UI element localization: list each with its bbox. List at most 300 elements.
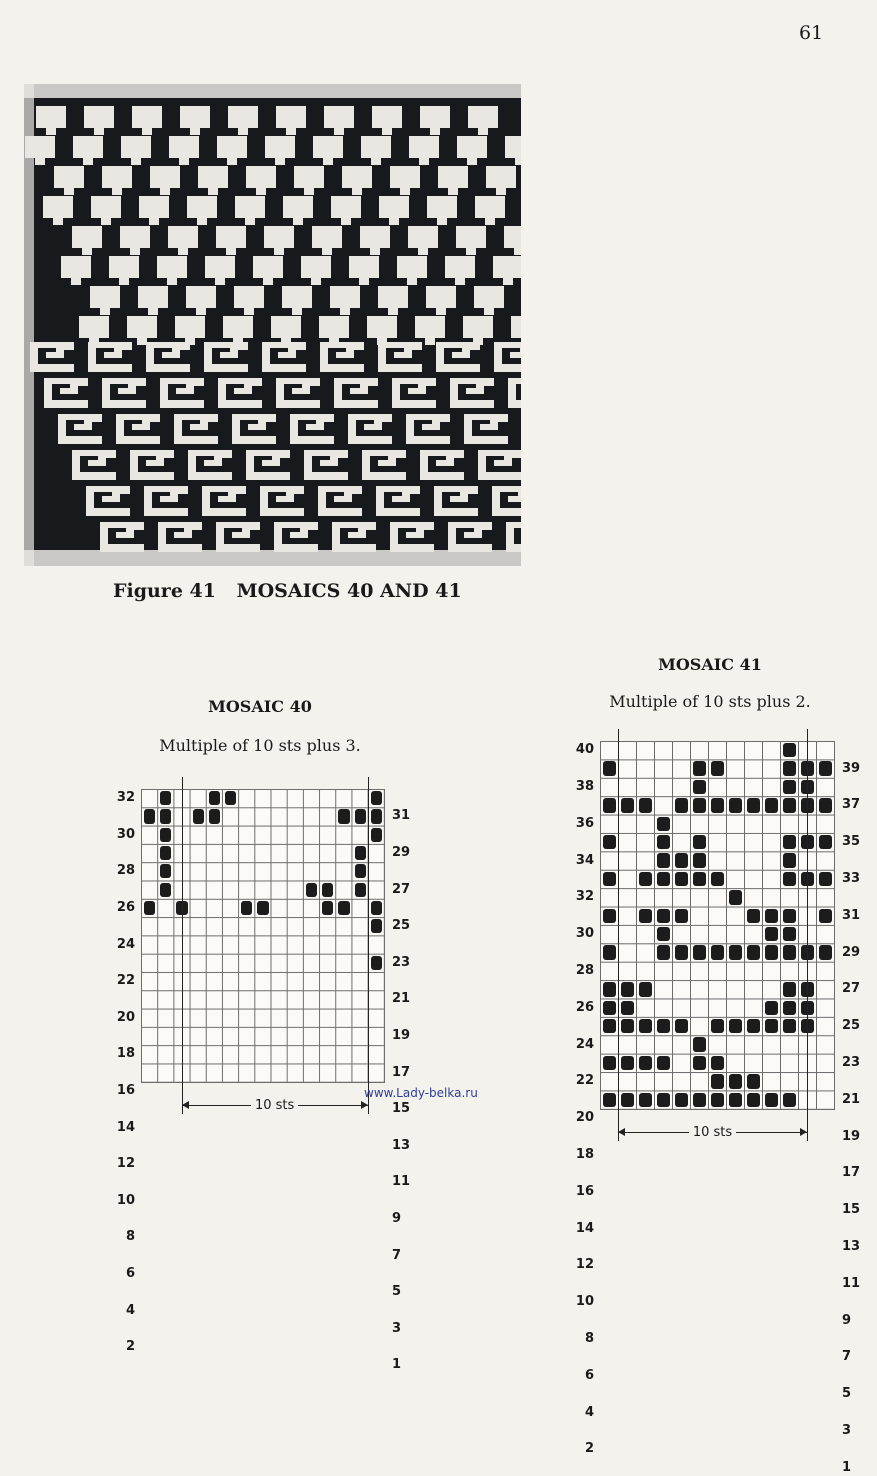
- mosaic41-filled-cell: [747, 1074, 760, 1088]
- mosaic41-filled-cell: [639, 798, 652, 812]
- mosaic41-filled-cell: [603, 982, 616, 996]
- knit-motif: [88, 342, 132, 372]
- mosaic40-filled-cell: [209, 791, 220, 805]
- mosaic41-filled-cell: [693, 1093, 706, 1107]
- mosaic40-row-number: 32: [116, 790, 135, 806]
- mosaic40-row-number: 12: [116, 1156, 135, 1172]
- mosaic41-filled-cell: [783, 982, 796, 996]
- mosaic40-filled-cell: [160, 864, 171, 878]
- knit-motif: [271, 316, 301, 338]
- knit-motif: [341, 218, 351, 225]
- mosaic41-filled-cell: [747, 1093, 760, 1107]
- knit-motif: [178, 248, 188, 255]
- knit-motif: [493, 256, 521, 278]
- knit-motif: [276, 378, 320, 408]
- knit-motif: [169, 136, 199, 158]
- mosaic40-row-number: 17: [392, 1064, 411, 1080]
- knit-motif: [332, 522, 376, 552]
- mosaic40-filled-cell: [209, 809, 220, 823]
- knit-motif: [180, 106, 210, 128]
- mosaic40-row-number: 20: [116, 1009, 135, 1025]
- knit-motif: [146, 342, 190, 372]
- mosaic41-filled-cell: [621, 982, 634, 996]
- mosaic41-row-number: 13: [842, 1239, 861, 1254]
- knit-motif: [379, 196, 409, 218]
- mosaic41-filled-cell: [693, 798, 706, 812]
- mosaic41-filled-cell: [657, 853, 670, 867]
- mosaic40-filled-cell: [160, 846, 171, 860]
- mosaic41-filled-cell: [747, 945, 760, 959]
- figure-caption: [113, 580, 462, 602]
- knit-motif: [419, 158, 429, 165]
- mosaic41-row-number: 34: [575, 852, 594, 868]
- watermark: www.Lady-belka.ru: [364, 1086, 478, 1100]
- mosaic41-filled-cell: [747, 909, 760, 923]
- knit-motif: [208, 188, 218, 195]
- mosaic41-row-number: 29: [842, 944, 861, 960]
- knit-motif: [334, 128, 344, 135]
- knit-motif: [408, 226, 438, 248]
- mosaic41-filled-cell: [675, 872, 688, 886]
- knit-motif: [102, 166, 132, 188]
- mosaic41-filled-cell: [765, 798, 778, 812]
- knit-motif: [322, 248, 332, 255]
- knit-motif: [218, 378, 262, 408]
- mosaic41-row-number: 14: [575, 1220, 594, 1236]
- mosaic40-filled-cell: [160, 791, 171, 805]
- knit-motif: [73, 136, 103, 158]
- knit-motif: [179, 158, 189, 165]
- knit-motif: [202, 486, 246, 516]
- mosaic41-filled-cell: [711, 945, 724, 959]
- knit-motif: [144, 486, 188, 516]
- knit-motif: [505, 136, 521, 158]
- knit-motif: [43, 196, 73, 218]
- knit-motif: [455, 278, 465, 285]
- mosaic41-filled-cell: [729, 945, 742, 959]
- mosaic41-filled-cell: [819, 945, 832, 959]
- knit-motif: [256, 188, 266, 195]
- mosaic41-row-number: 20: [575, 1110, 594, 1126]
- mosaic41-filled-cell: [765, 927, 778, 941]
- mosaic41-row-number: 32: [575, 889, 594, 905]
- mosaic41-filled-cell: [603, 945, 616, 959]
- knit-motif: [420, 106, 450, 128]
- knit-motif: [174, 414, 218, 444]
- mosaic41-filled-cell: [621, 1093, 634, 1107]
- mosaic41-row-number: 24: [575, 1036, 594, 1052]
- mosaic41-filled-cell: [639, 1056, 652, 1070]
- knit-motif: [293, 218, 303, 225]
- knit-motif: [436, 308, 446, 315]
- knit-motif: [119, 278, 129, 285]
- knit-motif: [427, 196, 457, 218]
- mosaic40-filled-cell: [355, 864, 366, 878]
- knit-motif: [246, 450, 290, 480]
- mosaic40-row-number: 27: [392, 881, 411, 897]
- knit-motif: [514, 248, 521, 255]
- mosaic41-filled-cell: [729, 1019, 742, 1033]
- mosaic41-filled-cell: [657, 872, 670, 886]
- knit-motif: [464, 414, 508, 444]
- mosaic40-row-number: 30: [116, 826, 135, 842]
- knit-motif: [390, 166, 420, 188]
- knit-motif: [475, 196, 505, 218]
- mosaic41-filled-cell: [819, 835, 832, 849]
- knit-motif: [372, 106, 402, 128]
- mosaic40-row-number: 23: [392, 954, 411, 970]
- mosaic41-row-number: 26: [575, 999, 594, 1015]
- knit-motif: [64, 188, 74, 195]
- knit-motif: [160, 188, 170, 195]
- knit-motif: [400, 188, 410, 195]
- knit-motif: [478, 128, 488, 135]
- knit-motif: [263, 278, 273, 285]
- mosaic41-row-number: 31: [842, 907, 861, 923]
- mosaic41-filled-cell: [657, 817, 670, 831]
- knit-motif: [334, 378, 378, 408]
- knit-motif: [262, 342, 306, 372]
- mosaic41-row-number: 30: [575, 926, 594, 942]
- mosaic41-filled-cell: [675, 798, 688, 812]
- mosaic41-row-number: 40: [575, 742, 594, 758]
- mosaic40-filled-cell: [144, 809, 155, 823]
- knit-motif: [360, 226, 390, 248]
- knit-motif: [318, 486, 362, 516]
- knit-motif: [348, 414, 392, 444]
- knit-motif: [406, 414, 450, 444]
- mosaic41-row-number: 12: [575, 1257, 594, 1273]
- knit-motif: [54, 166, 84, 188]
- mosaic41-filled-cell: [621, 1001, 634, 1015]
- mosaic40-row-number: 14: [116, 1119, 135, 1135]
- mosaic41-filled-cell: [675, 853, 688, 867]
- mosaic41-filled-cell: [783, 743, 796, 757]
- mosaic41-filled-cell: [765, 1001, 778, 1015]
- knit-motif: [142, 128, 152, 135]
- mosaic41-filled-cell: [729, 1074, 742, 1088]
- knit-motif: [468, 106, 498, 128]
- mosaic41-filled-cell: [765, 1019, 778, 1033]
- knit-motif: [127, 316, 157, 338]
- knit-motif: [362, 450, 406, 480]
- knit-motif: [72, 226, 102, 248]
- mosaic41-filled-cell: [693, 853, 706, 867]
- mosaic41-filled-cell: [693, 1037, 706, 1051]
- mosaic41-row-number: 8: [584, 1331, 594, 1346]
- knit-motif: [438, 166, 468, 188]
- mosaic40-filled-cell: [371, 791, 382, 805]
- knit-motif: [58, 414, 102, 444]
- page-number: 61: [799, 22, 824, 44]
- figure-title: MOSAICS 40 AND 41: [236, 580, 462, 602]
- knit-motif: [265, 136, 295, 158]
- knit-motif: [434, 486, 478, 516]
- knit-motif: [101, 218, 111, 225]
- mosaic41-filled-cell: [639, 1019, 652, 1033]
- knit-motif: [91, 196, 121, 218]
- knit-motif: [109, 256, 139, 278]
- knit-motif: [83, 158, 93, 165]
- mosaic40-row-number: 21: [392, 991, 411, 1007]
- knit-motif: [46, 128, 56, 135]
- mosaic40-row-number: 3: [392, 1320, 402, 1336]
- knit-motif: [216, 522, 260, 552]
- knit-motif: [286, 128, 296, 135]
- knit-motif: [139, 196, 169, 218]
- knit-motif: [436, 342, 480, 372]
- knit-motif: [112, 188, 122, 195]
- knit-motif: [320, 342, 364, 372]
- knit-motif: [371, 158, 381, 165]
- knit-motif: [304, 188, 314, 195]
- mosaic41-filled-cell: [639, 909, 652, 923]
- mosaic40-row-number: 31: [392, 808, 411, 824]
- knit-motif: [486, 166, 516, 188]
- mosaic40-filled-cell: [371, 919, 382, 933]
- mosaic41-filled-cell: [675, 1019, 688, 1033]
- knit-motif: [188, 450, 232, 480]
- knit-motif: [71, 278, 81, 285]
- mosaic41-filled-cell: [603, 1093, 616, 1107]
- knit-motif: [137, 338, 147, 345]
- knit-motif: [456, 226, 486, 248]
- mosaic40-filled-cell: [160, 809, 171, 823]
- mosaic40-row-number: 24: [116, 936, 135, 952]
- knit-motif: [311, 278, 321, 285]
- mosaic40-row-number: 13: [392, 1137, 411, 1153]
- knit-motif: [196, 308, 206, 315]
- mosaic40-filled-cell: [355, 883, 366, 897]
- mosaic41-filled-cell: [783, 853, 796, 867]
- mosaic40-row-number: 9: [392, 1211, 402, 1227]
- mosaic40-row-number: 16: [116, 1082, 135, 1098]
- mosaic40-row-number: 19: [392, 1028, 411, 1044]
- knit-motif: [160, 378, 204, 408]
- knit-motif: [25, 136, 55, 158]
- mosaic41-row-number: 4: [584, 1404, 594, 1420]
- mosaic41-filled-cell: [639, 982, 652, 996]
- mosaic40-row-number: 15: [392, 1101, 411, 1117]
- knit-motif: [234, 286, 264, 308]
- knit-motif: [392, 378, 436, 408]
- mosaic40-filled-cell: [306, 883, 317, 897]
- knit-motif: [367, 316, 397, 338]
- knit-motif: [84, 106, 114, 128]
- mosaic41-filled-cell: [603, 798, 616, 812]
- knit-motif: [448, 188, 458, 195]
- knit-motif: [324, 106, 354, 128]
- mosaic40-row-number: 2: [125, 1339, 135, 1355]
- knit-motif: [330, 286, 360, 308]
- mosaic41-row-number: 18: [575, 1147, 594, 1162]
- knit-motif: [312, 226, 342, 248]
- knit-motif: [484, 308, 494, 315]
- mosaic41-filled-cell: [783, 1001, 796, 1015]
- mosaic41-filled-cell: [693, 872, 706, 886]
- knit-motif: [437, 218, 447, 225]
- mosaic41-filled-cell: [675, 909, 688, 923]
- knit-motif: [187, 196, 217, 218]
- knit-motif: [457, 136, 487, 158]
- mosaic41-filled-cell: [711, 1093, 724, 1107]
- knit-motif: [389, 218, 399, 225]
- mosaic40-grid: [141, 789, 385, 1083]
- knit-motif: [36, 106, 66, 128]
- mosaic40-filled-cell: [144, 901, 155, 915]
- mosaic40-repeat-text: 10 sts: [254, 1097, 295, 1113]
- knit-motif: [294, 166, 324, 188]
- knit-motif: [319, 316, 349, 338]
- mosaic40-filled-cell: [338, 901, 349, 915]
- knit-motif: [276, 106, 306, 128]
- knit-motif: [397, 256, 427, 278]
- mosaic40-row-number: 8: [125, 1229, 135, 1245]
- mosaic41-filled-cell: [711, 1056, 724, 1070]
- knit-motif: [292, 308, 302, 315]
- mosaic41-row-number: 1: [842, 1459, 852, 1475]
- knit-motif: [485, 218, 495, 225]
- mosaic40-filled-cell: [241, 901, 252, 915]
- mosaic41-row-number: 6: [584, 1367, 594, 1383]
- mosaic41-filled-cell: [603, 1001, 616, 1015]
- knit-motif: [340, 308, 350, 315]
- knit-motif: [376, 486, 420, 516]
- knit-motif: [503, 278, 513, 285]
- mosaic40-filled-cell: [371, 828, 382, 842]
- mosaic41-row-number: 35: [842, 834, 861, 850]
- mosaic41-filled-cell: [657, 909, 670, 923]
- mosaic41-row-number: 7: [842, 1349, 852, 1365]
- mosaic41-row-number: 5: [842, 1386, 852, 1402]
- mosaic41-filled-cell: [747, 1019, 760, 1033]
- mosaic41-filled-cell: [639, 872, 652, 886]
- mosaic41-filled-cell: [675, 945, 688, 959]
- knit-motif: [100, 522, 144, 552]
- mosaic41-filled-cell: [729, 798, 742, 812]
- knit-motif: [430, 128, 440, 135]
- mosaic41-filled-cell: [765, 1093, 778, 1107]
- knit-motif: [282, 286, 312, 308]
- knit-motif: [100, 308, 110, 315]
- mosaic41-row-number: 33: [842, 871, 861, 886]
- mosaic41-filled-cell: [657, 835, 670, 849]
- mosaic40-repeat-boundary: [368, 777, 369, 1114]
- mosaic41-filled-cell: [693, 780, 706, 794]
- knit-motif: [274, 522, 318, 552]
- knit-motif: [205, 256, 235, 278]
- knit-motif: [378, 342, 422, 372]
- mosaic40-filled-cell: [257, 901, 268, 915]
- mosaic40-filled-cell: [322, 883, 333, 897]
- mosaic41-filled-cell: [819, 761, 832, 775]
- knit-motif: [198, 166, 228, 188]
- mosaic41-row-number: 3: [842, 1423, 852, 1438]
- knit-motif: [217, 136, 247, 158]
- knit-motif: [148, 308, 158, 315]
- knit-motif: [53, 218, 63, 225]
- knit-motif: [506, 522, 521, 552]
- knit-motif: [158, 522, 202, 552]
- mosaic40-filled-cell: [193, 809, 204, 823]
- mosaic41-filled-cell: [711, 798, 724, 812]
- knit-motif: [301, 256, 331, 278]
- mosaic40-row-number: 1: [392, 1357, 402, 1373]
- knit-motif: [157, 256, 187, 278]
- mosaic41-filled-cell: [657, 1019, 670, 1033]
- knit-motif: [86, 486, 130, 516]
- knit-motif: [448, 522, 492, 552]
- mosaic41-row-number: 37: [842, 797, 861, 813]
- mosaic41-filled-cell: [819, 798, 832, 812]
- knit-motif: [467, 158, 477, 165]
- mosaic41-filled-cell: [657, 1056, 670, 1070]
- knit-motif: [168, 226, 198, 248]
- mosaic40-row-number: 18: [116, 1046, 135, 1062]
- knit-motif: [130, 248, 140, 255]
- mosaic41-filled-cell: [765, 909, 778, 923]
- knit-motif: [323, 158, 333, 165]
- mosaic41-row-number: 22: [575, 1073, 594, 1089]
- mosaic41-filled-cell: [657, 927, 670, 941]
- mosaic41-filled-cell: [783, 1019, 796, 1033]
- mosaic41-filled-cell: [603, 909, 616, 923]
- mosaic41-filled-cell: [711, 872, 724, 886]
- knit-motif: [370, 248, 380, 255]
- knit-motif: [226, 248, 236, 255]
- knit-motif: [260, 486, 304, 516]
- knit-motif: [120, 226, 150, 248]
- mosaic40-filled-cell: [371, 956, 382, 970]
- mosaic41-filled-cell: [657, 1093, 670, 1107]
- knit-motif: [238, 128, 248, 135]
- mosaic41-filled-cell: [783, 927, 796, 941]
- knit-motif: [186, 286, 216, 308]
- mosaic40-row-number: 6: [125, 1265, 135, 1281]
- knit-motif: [223, 316, 253, 338]
- mosaic41-filled-cell: [603, 1019, 616, 1033]
- mosaic41-title: MOSAIC 41: [658, 655, 762, 674]
- mosaic41-filled-cell: [603, 835, 616, 849]
- mosaic41-filled-cell: [711, 761, 724, 775]
- knit-motif: [82, 248, 92, 255]
- mosaic41-filled-cell: [603, 1056, 616, 1070]
- knit-motif: [228, 106, 258, 128]
- mosaic41-row-number: 11: [842, 1275, 861, 1291]
- mosaic40-row-number: 22: [116, 973, 135, 989]
- knit-motif: [378, 286, 408, 308]
- mosaic40-filled-cell: [160, 883, 171, 897]
- mosaic41-repeat-label: [618, 1125, 807, 1140]
- knit-motif: [253, 256, 283, 278]
- knit-motif: [245, 218, 255, 225]
- knit-motif: [264, 226, 294, 248]
- mosaic40-row-number: 7: [392, 1247, 402, 1263]
- knit-motif: [361, 136, 391, 158]
- mosaic41-row-number: 39: [842, 760, 861, 776]
- knit-motif: [94, 128, 104, 135]
- mosaic41-filled-cell: [693, 1056, 706, 1070]
- mosaic41-row-number: 28: [575, 963, 594, 978]
- knit-motif: [349, 256, 379, 278]
- mosaic41-filled-cell: [783, 1093, 796, 1107]
- knit-motif: [304, 450, 348, 480]
- mosaic41-filled-cell: [729, 890, 742, 904]
- knit-motif: [72, 450, 116, 480]
- knit-motif: [215, 278, 225, 285]
- knit-motif: [35, 158, 45, 165]
- knit-motif: [511, 316, 521, 338]
